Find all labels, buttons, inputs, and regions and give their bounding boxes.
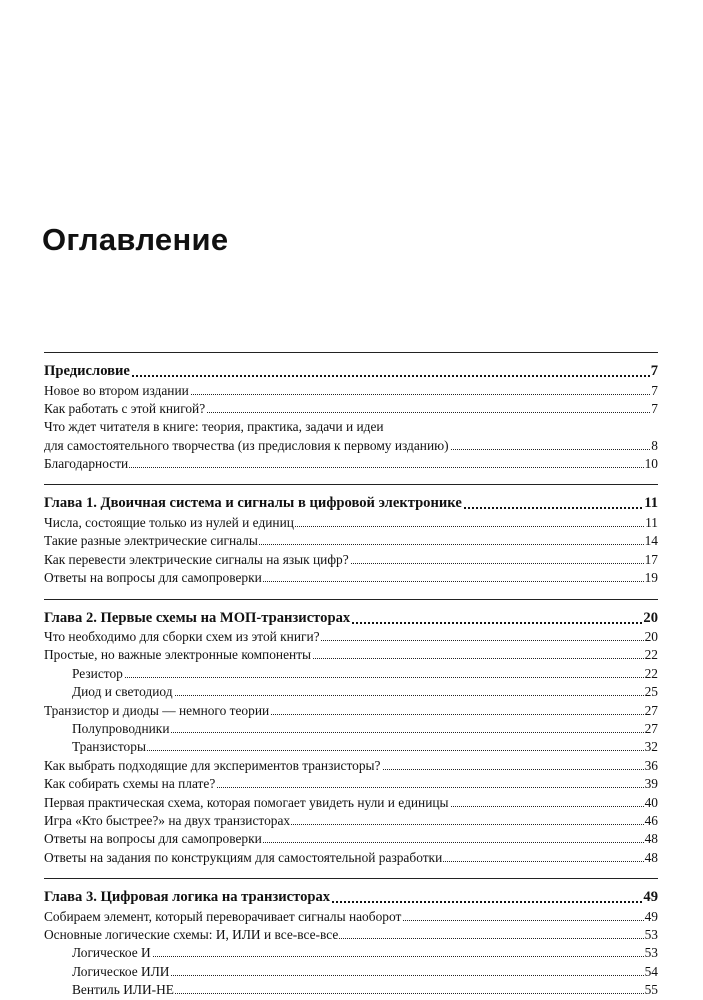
toc-entry-title: Благодарности xyxy=(44,456,129,472)
toc-page-number: 48 xyxy=(644,849,658,865)
toc-page-number: 32 xyxy=(644,739,658,755)
dot-leader xyxy=(44,375,658,377)
toc-entry[interactable] xyxy=(44,981,658,999)
toc-entry[interactable] xyxy=(44,683,658,701)
toc-entry-title: Ответы на вопросы для самопроверки xyxy=(44,570,262,586)
toc-entry[interactable] xyxy=(44,775,658,793)
toc-entry-title: Транзисторы xyxy=(72,739,146,755)
toc-page-number: 40 xyxy=(644,794,658,810)
toc-page-number: 27 xyxy=(644,720,658,736)
toc-entry[interactable] xyxy=(44,628,658,646)
toc-entry-title: Простые, но важные электронные компоненты xyxy=(44,647,312,663)
toc-page-number: 10 xyxy=(644,456,658,472)
toc-entry-title: Резистор xyxy=(72,665,123,681)
toc-page-number: 22 xyxy=(644,665,658,681)
toc-page-number: 36 xyxy=(644,757,658,773)
toc-entry-title: Ответы на вопросы для самопроверки xyxy=(44,831,262,847)
section-divider xyxy=(44,484,658,485)
toc-page-number: 25 xyxy=(644,684,658,700)
toc-entry-title: Ответы на задания по конструкциям для самостоятельной разработки xyxy=(44,849,443,865)
toc-entry-title: Такие разные электрические сигналы xyxy=(44,533,258,549)
toc-entry-title: Что необходимо для сборки схем из этой книги? xyxy=(44,629,320,645)
toc-page-number: 20 xyxy=(644,629,658,645)
toc-page-number: 17 xyxy=(644,551,658,567)
toc-entry-title: Полупроводники xyxy=(72,720,170,736)
page-title: Оглавление xyxy=(42,222,229,257)
toc-entry-title: Игра «Кто быстрее?» на двух транзисторах xyxy=(44,812,291,828)
toc-section xyxy=(44,484,658,587)
toc-entry-title: Глава 1. Двоичная система и сигналы в цифровой электронике xyxy=(44,495,462,512)
toc-entry[interactable] xyxy=(44,437,658,455)
toc-entry[interactable] xyxy=(44,830,658,848)
toc-entry-title: Числа, состоящие только из нулей и единиц xyxy=(44,514,294,530)
toc-entry-title: Основные логические схемы: И, ИЛИ и все-все-все xyxy=(44,926,339,942)
toc-entry-title: Как работать с этой книгой? xyxy=(44,400,206,416)
toc-entry[interactable] xyxy=(44,757,658,775)
toc-entry[interactable] xyxy=(44,646,658,664)
toc-page-number: 19 xyxy=(644,570,658,586)
dot-leader xyxy=(72,750,658,751)
toc-entry[interactable] xyxy=(44,514,658,532)
toc-page-number: 27 xyxy=(644,702,658,718)
toc-entry-title: Как перевести электрические сигналы на язык цифр? xyxy=(44,551,349,567)
toc-page-number: 54 xyxy=(644,963,658,979)
toc-entry-title: Новое во втором издании xyxy=(44,382,189,398)
toc-entry[interactable] xyxy=(44,400,658,418)
toc-page-number: 22 xyxy=(644,647,658,663)
toc-entry[interactable] xyxy=(44,455,658,473)
toc-section xyxy=(44,878,658,999)
dot-leader xyxy=(44,467,658,468)
toc-entry[interactable] xyxy=(44,944,658,962)
toc-page-number: 46 xyxy=(644,812,658,828)
toc-entry-title: для самостоятельного творчества (из предисловия к первому изданию) xyxy=(44,437,449,453)
toc-entry[interactable] xyxy=(44,738,658,756)
toc-page-number: 55 xyxy=(644,982,658,998)
toc-page-number: 7 xyxy=(650,363,658,379)
toc-page-number: 7 xyxy=(651,400,658,416)
toc-entry[interactable] xyxy=(44,812,658,830)
toc-page-number: 53 xyxy=(644,926,658,942)
dot-leader xyxy=(72,677,658,678)
toc-chapter-heading[interactable] xyxy=(44,888,658,908)
toc-page-number: 20 xyxy=(643,609,658,626)
toc-section xyxy=(44,352,658,473)
toc-entry-title: Предисловие xyxy=(44,363,130,379)
toc-page-number: 49 xyxy=(643,889,658,906)
toc-entry[interactable] xyxy=(44,569,658,587)
toc-entry-title: Собираем элемент, который переворачивает сигналы наоборот xyxy=(44,908,402,924)
toc-page-number: 53 xyxy=(644,945,658,961)
toc-entry[interactable] xyxy=(44,926,658,944)
toc-page-number: 7 xyxy=(651,382,658,398)
toc-entry[interactable] xyxy=(44,382,658,400)
toc-entry[interactable] xyxy=(44,963,658,981)
toc-entry[interactable] xyxy=(44,702,658,720)
section-divider xyxy=(44,878,658,879)
toc-entry-title: Глава 3. Цифровая логика на транзисторах xyxy=(44,889,331,906)
section-divider xyxy=(44,599,658,600)
toc-entry-title: Вентиль ИЛИ-НЕ xyxy=(72,982,174,998)
toc-section xyxy=(44,599,658,868)
toc-entry[interactable] xyxy=(44,794,658,812)
toc-entry-title: Диод и светодиод xyxy=(72,684,173,700)
toc-entry[interactable] xyxy=(44,720,658,738)
toc-entry-title: Логическое И xyxy=(72,945,151,961)
toc-page-number: 8 xyxy=(651,437,658,453)
dot-leader xyxy=(72,956,658,957)
toc-entry-title: Как собирать схемы на плате? xyxy=(44,776,216,792)
toc-chapter-heading[interactable] xyxy=(44,362,658,382)
toc-page-number: 39 xyxy=(644,776,658,792)
toc-page-number: 49 xyxy=(644,908,658,924)
toc-page-number: 11 xyxy=(645,514,658,530)
toc-entry-title: Транзистор и диоды — немного теории xyxy=(44,702,270,718)
toc-entry-title: Что ждет читателя в книге: теория, практика, задачи и идеи xyxy=(44,419,384,435)
toc-entry[interactable] xyxy=(44,551,658,569)
toc-entry[interactable] xyxy=(44,532,658,550)
toc-chapter-heading[interactable] xyxy=(44,609,658,629)
table-of-contents xyxy=(44,352,658,1000)
toc-entry[interactable] xyxy=(44,418,658,436)
toc-page-number: 14 xyxy=(644,533,658,549)
toc-page-number: 11 xyxy=(644,495,658,512)
toc-entry[interactable] xyxy=(44,908,658,926)
toc-page-number: 48 xyxy=(644,831,658,847)
toc-chapter-heading[interactable] xyxy=(44,494,658,514)
toc-entry-title: Как выбрать подходящие для экспериментов транзисторы? xyxy=(44,757,381,773)
toc-entry-title: Первая практическая схема, которая помогает увидеть нули и единицы xyxy=(44,794,449,810)
toc-entry[interactable] xyxy=(44,665,658,683)
section-divider xyxy=(44,352,658,353)
toc-entry-title: Глава 2. Первые схемы на МОП-транзисторах xyxy=(44,609,351,626)
toc-entry-title: Логическое ИЛИ xyxy=(72,963,170,979)
toc-entry[interactable] xyxy=(44,849,658,867)
